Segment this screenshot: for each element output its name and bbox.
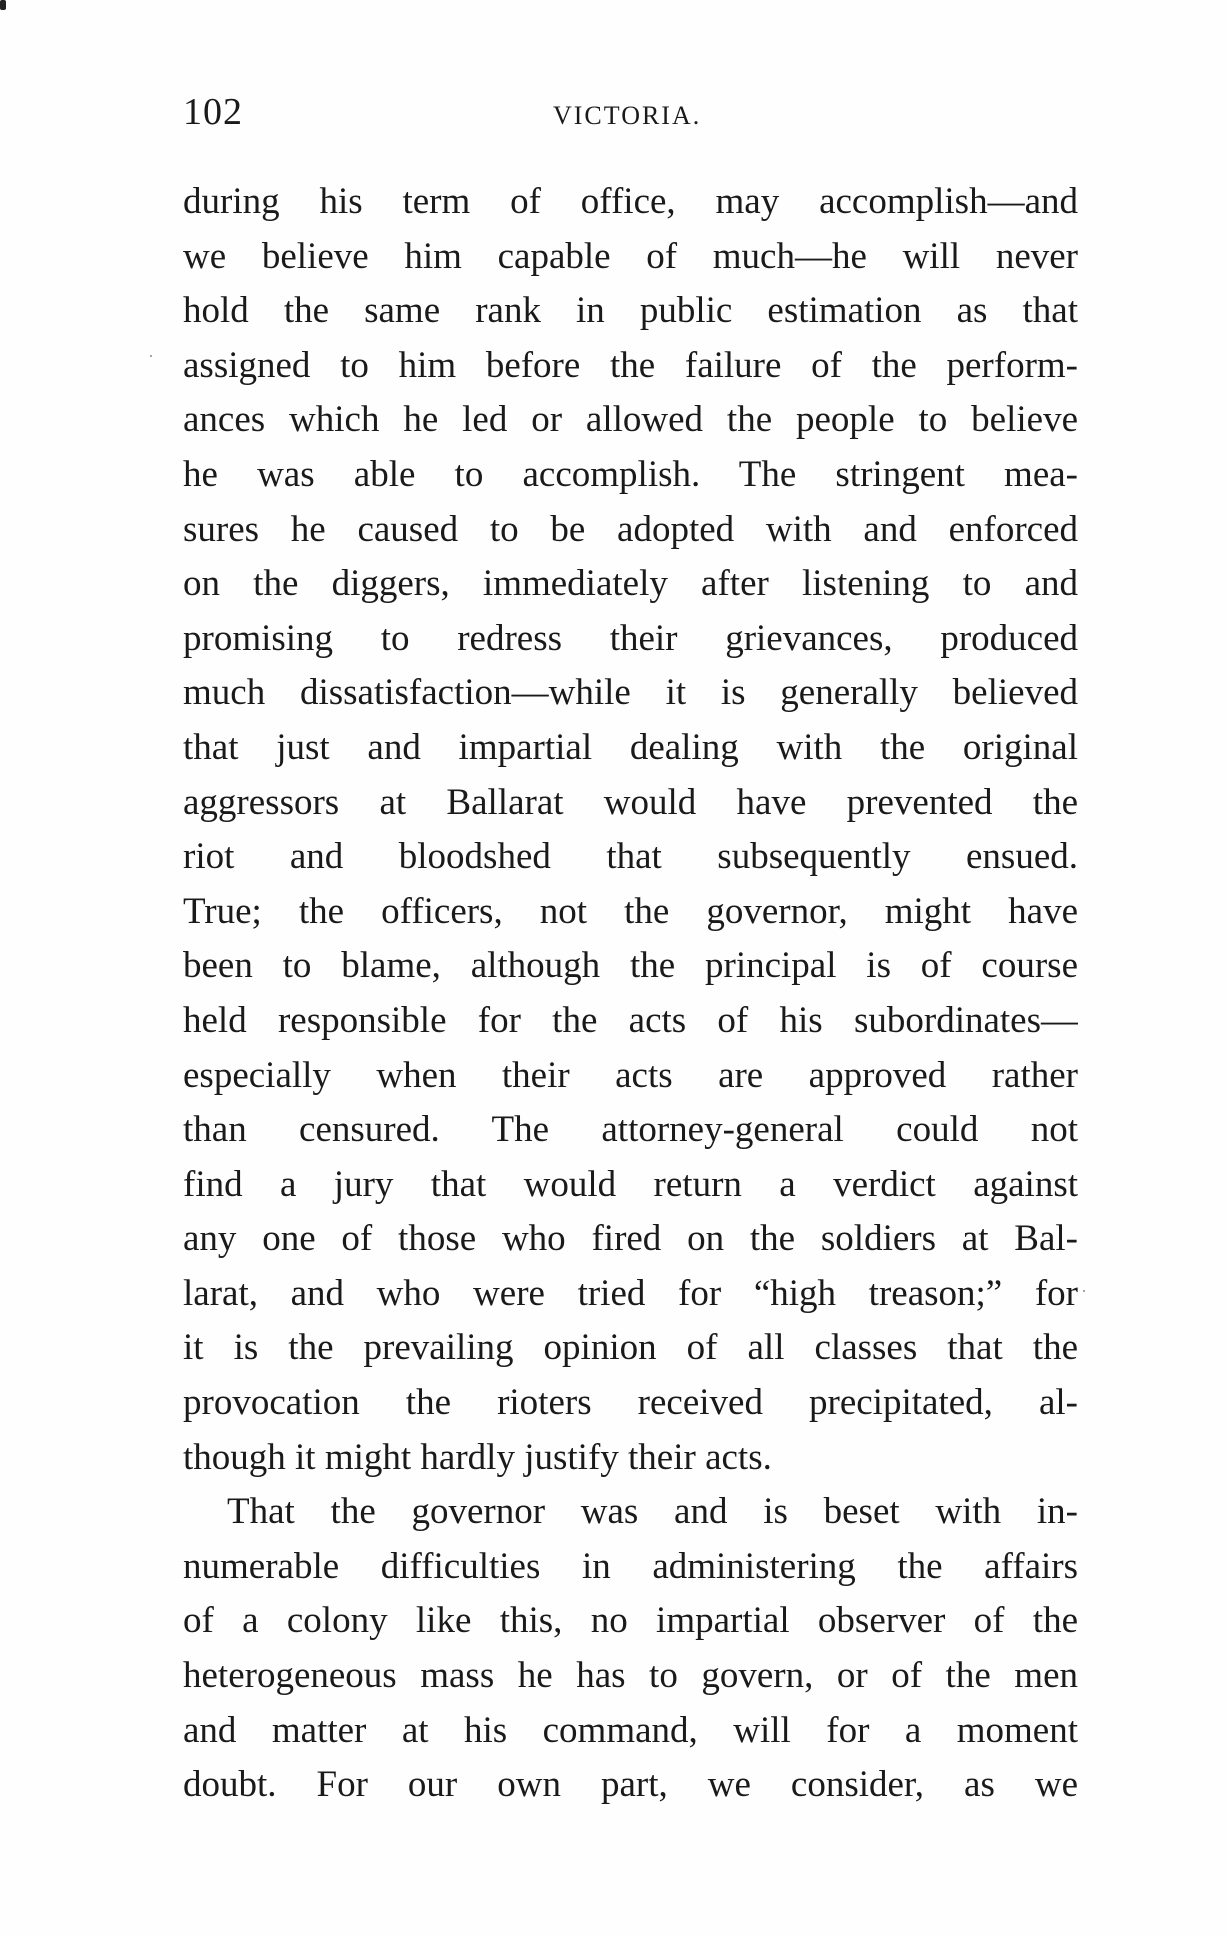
text-line: ances which he led or allowed the people to believe <box>183 399 1078 441</box>
text-line: held responsible for the acts of his subordinates— <box>183 999 1078 1041</box>
text-line: sures he caused to be adopted with and enforced <box>183 508 1078 550</box>
text-line: hold the same rank in public estimation as that <box>183 290 1078 332</box>
text-line: assigned to him before the failure of the perform- <box>183 344 1078 386</box>
text-line: than censured. The attorney-general could not <box>183 1109 1078 1151</box>
scan-speck <box>1083 1290 1085 1292</box>
scan-artifact-mark <box>0 0 6 10</box>
text-line: we believe him capable of much—he will never <box>183 235 1078 277</box>
text-line: especially when their acts are approved rather <box>183 1054 1078 1096</box>
text-line: that just and impartial dealing with the original <box>183 726 1078 768</box>
text-line: of a colony like this, no impartial observer of the <box>183 1600 1078 1642</box>
text-line: it is the prevailing opinion of all classes that the <box>183 1327 1078 1369</box>
running-head <box>183 92 1083 142</box>
text-line: find a jury that would return a verdict against <box>183 1163 1078 1205</box>
text-line: larat, and who were tried for “high treason;” for <box>183 1272 1078 1314</box>
page-number: 102 <box>183 91 243 133</box>
paragraph-2 <box>183 1485 1078 1813</box>
text-line: on the diggers, immediately after listening to and <box>183 563 1078 605</box>
text-line: promising to redress their grievances, produced <box>183 617 1078 659</box>
body-text <box>183 175 1078 1813</box>
text-line: he was able to accomplish. The stringent mea- <box>183 453 1078 495</box>
text-line: numerable difficulties in administering the affairs <box>183 1545 1078 1587</box>
text-line: doubt. For our own part, we consider, as we <box>183 1764 1078 1806</box>
text-line: though it might hardly justify their acts. <box>183 1436 772 1478</box>
text-line: aggressors at Ballarat would have prevented the <box>183 781 1078 823</box>
paragraph-1 <box>183 175 1078 1485</box>
text-line: during his term of office, may accomplish—and <box>183 181 1078 222</box>
text-line: any one of those who fired on the soldiers at Bal- <box>183 1218 1078 1260</box>
text-line: heterogeneous mass he has to govern, or of the men <box>183 1655 1078 1697</box>
running-title: VICTORIA. <box>553 101 702 130</box>
text-line: True; the officers, not the governor, might have <box>183 890 1078 932</box>
text-line: That the governor was and is beset with in- <box>227 1491 1078 1533</box>
text-line: provocation the rioters received precipitated, al- <box>183 1382 1078 1424</box>
text-line: and matter at his command, will for a moment <box>183 1709 1078 1751</box>
text-line: riot and bloodshed that subsequently ensued. <box>183 836 1078 878</box>
text-line: much dissatisfaction—while it is generally believed <box>183 672 1078 714</box>
text-line: been to blame, although the principal is of course <box>183 945 1078 987</box>
scan-speck <box>150 355 152 357</box>
